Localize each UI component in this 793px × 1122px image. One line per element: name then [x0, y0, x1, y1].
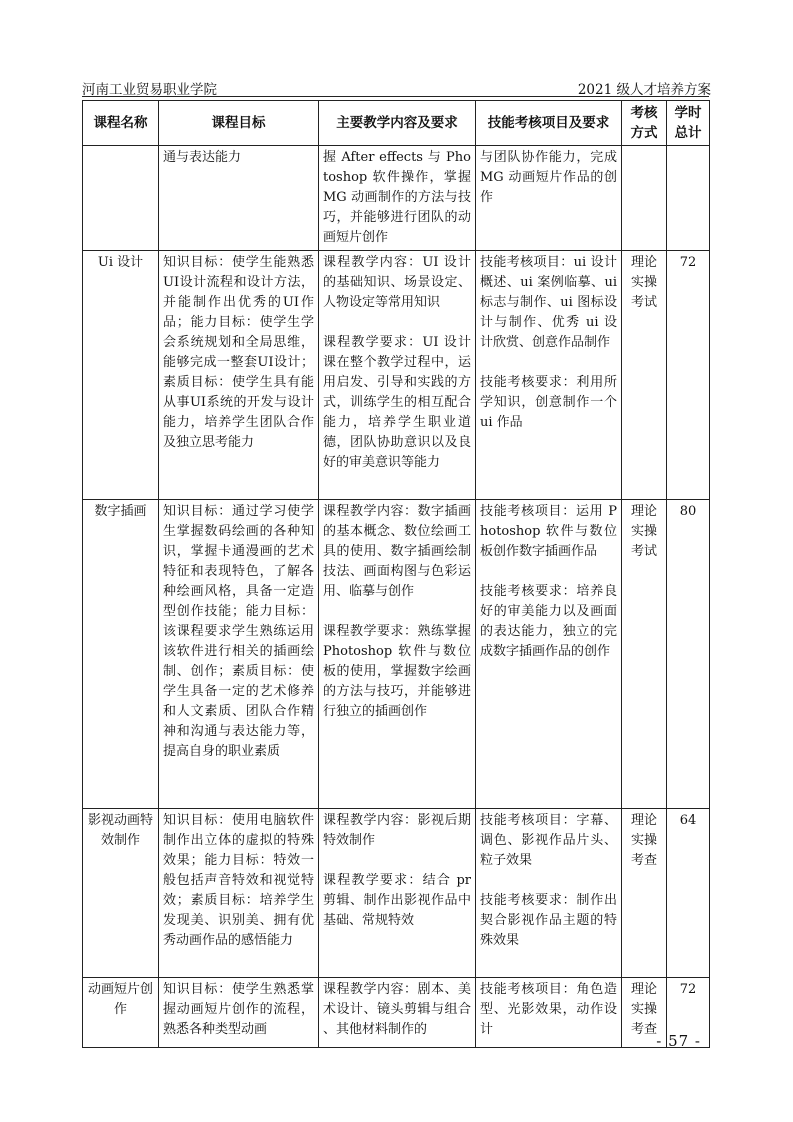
main-content-cell: [319, 146, 476, 251]
assessment-method-cell: [622, 146, 667, 251]
course-goal-cell: 知识目标：通过学习使学生掌握数码绘画的各种知识，掌握卡通漫画的艺术特征和表现特色，了解各种绘画风格，具备一定造型创作技能；能力目标：该课程要求学生熟练运用该软件进行相关的插画绘制、创作；素质目标：使学生具备一定的艺术修养和人文素质、团队合作精神和沟通与表达能力等，提高自身的职业素质: [159, 500, 319, 809]
course-table: [82, 100, 710, 1048]
course-name-cell: Ui 设计: [83, 251, 159, 500]
skill-assessment-cell: [476, 251, 622, 500]
content-paragraph: 课程教学要求：UI 设计课在整个教学过程中，运用启发、引导和实践的方式，训练学生的相互配合能力，培养学生职业道德，团队协助意识以及良好的审美意识等能力: [323, 335, 471, 470]
content-paragraph: 课程教学内容：影视后期特效制作: [323, 813, 471, 848]
course-goal-cell: 知识目标：使学生能熟悉UI设计流程和设计方法，并能制作出优秀的UI作品；能力目标：使学生学会系统规划和全局思维，能够完成一整套UI设计；素质目标：使学生具有能从事UI系统的开发与设计能力，培养学生团队合作及独立思考能力: [159, 251, 319, 500]
skill-assessment-cell: [476, 978, 622, 1048]
course-goal-cell: 知识目标：使用电脑软件制作出立体的虚拟的特殊效果；能力目标：特效一般包括声音特效和视觉特效；素质目标：培养学生发现美、识别美、拥有优秀动画作品的感悟能力: [159, 809, 319, 978]
skill-paragraph: 技能考核要求：制作出契合影视作品主题的特殊效果: [480, 893, 617, 948]
skill-assessment-cell: [476, 809, 622, 978]
total-hours-cell: 80: [667, 500, 710, 809]
table-row: [83, 251, 710, 500]
skill-paragraph: 与团队协作能力，完成 MG 动画短片作品的创作: [480, 150, 622, 205]
course-goal-cell: 知识目标：使学生熟悉掌握动画短片创作的流程，熟悉各种类型动画: [159, 978, 319, 1048]
main-content-cell: [319, 978, 476, 1048]
header-document-title: 2021 级人才培养方案: [577, 82, 711, 98]
content-paragraph: 握 After effects 与 Photoshop 软件操作，掌握 MG 动画制作的方法与技巧，并能够进行团队的动画短片创作: [323, 150, 476, 245]
column-header-skill-assessment: 技能考核项目及要求: [476, 101, 622, 146]
column-header-course-goal: 课程目标: [159, 101, 319, 146]
content-paragraph: 课程教学内容：数字插画的基本概念、数位绘画工具的使用、数字插画绘制技法、画面构图与色彩运用、临摹与创作: [323, 504, 471, 599]
skill-assessment-cell: [476, 500, 622, 809]
total-hours-cell: 72: [667, 251, 710, 500]
content-paragraph: 课程教学内容：剧本、美术设计、镜头剪辑与组合 、其他材料制作的: [323, 982, 476, 1037]
table-row: [83, 146, 710, 251]
course-name-cell: 影视动画特效制作: [83, 809, 159, 978]
skill-paragraph: 技能考核项目：字幕、调色、影视作品片头、粒子效果: [480, 813, 617, 868]
course-name-cell: [83, 146, 159, 251]
assessment-method-cell: 理论实操考试: [622, 251, 667, 500]
page-number: - 57 -: [656, 1032, 701, 1050]
course-name-cell: 动画短片创作: [83, 978, 159, 1048]
column-header-assessment-method: 考核方式: [622, 101, 667, 146]
header-institution: 河南工业贸易职业学院: [82, 82, 217, 98]
column-header-main-content: 主要教学内容及要求: [319, 101, 476, 146]
course-name-cell: 数字插画: [83, 500, 159, 809]
main-content-cell: [319, 809, 476, 978]
main-content-cell: [319, 500, 476, 809]
assessment-method-cell: 理论实操考试: [622, 500, 667, 809]
assessment-method-cell: 理论实操考查: [622, 978, 667, 1048]
skill-paragraph: 技能考核项目：角色造型、光影效果，动作设计: [480, 982, 617, 1037]
course-goal-cell: 通与表达能力: [159, 146, 319, 251]
content-paragraph: 课程教学内容：UI 设计的基础知识、场景设定、人物设定等常用知识: [323, 255, 471, 310]
skill-assessment-cell: [476, 146, 622, 251]
total-hours-cell: 64: [667, 809, 710, 978]
total-hours-cell: [667, 146, 710, 251]
skill-paragraph: 技能考核要求：培养良好的审美能力以及画面的表达能力，独立的完成数字插画作品的创作: [480, 584, 617, 659]
column-header-total-hours: 学时总计: [667, 101, 710, 146]
skill-paragraph: 技能考核项目：运用 Photoshop 软件与数位板创作数字插画作品: [480, 504, 617, 559]
content-paragraph: 课程教学要求：结合 pr 剪辑、制作出影视作品中基础、常规特效: [323, 873, 476, 928]
header-rule: [82, 96, 709, 97]
table-header-row: [83, 101, 710, 146]
skill-paragraph: 技能考核要求：利用所学知识，创意制作一个 ui 作品: [480, 375, 622, 430]
main-content-cell: [319, 251, 476, 500]
table-row: [83, 978, 710, 1048]
table-row: [83, 500, 710, 809]
assessment-method-cell: 理论实操考查: [622, 809, 667, 978]
column-header-course-name: 课程名称: [83, 101, 159, 146]
skill-paragraph: 技能考核项目：ui 设计概述、ui 案例临摹、ui 标志与制作、ui 图标设计与制作、优秀 ui 设计欣赏、创意作品制作: [480, 255, 622, 350]
total-hours-cell: 72: [667, 978, 710, 1048]
content-paragraph: 课程教学要求：熟练掌握 Photoshop 软件与数位板的使用，掌握数字绘画的方法与技巧，并能够进行独立的插画创作: [323, 624, 476, 719]
table-row: [83, 809, 710, 978]
